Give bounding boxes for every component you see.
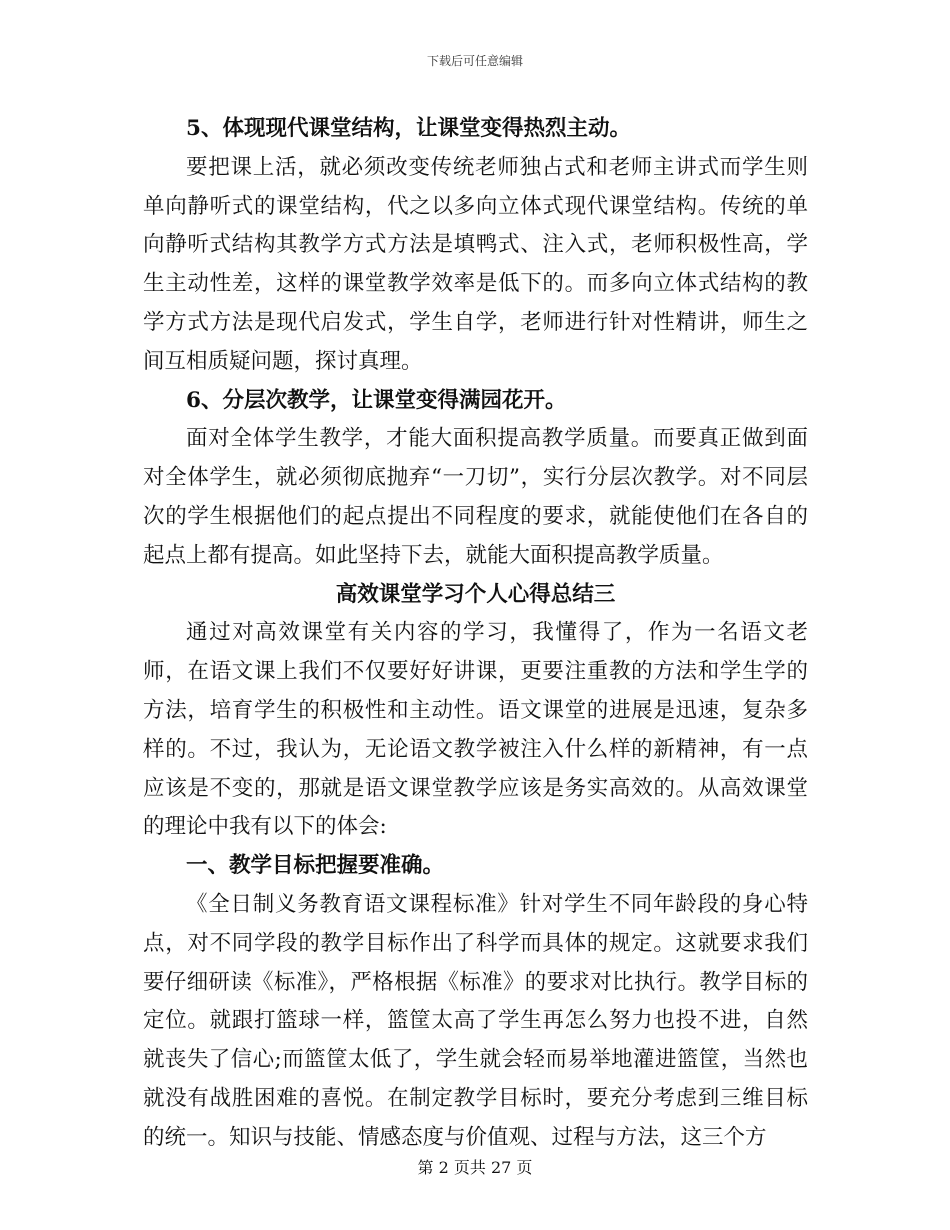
section-heading-6: 6、分层次教学，让课堂变得满园花开。 <box>186 387 567 413</box>
paragraph-intro: 通过对高效课堂有关内容的学习，我懂得了，作为一名语文老师，在语文课上我们不仅要好好讲课，更要注重教的方法和学生学的方法，培育学生的积极性和主动性。语文课堂的进展是迅速，复杂多样的。不过，我认为，无论语文教学被注入什么样的新精神，有一点应该是不变的，那就是语文课堂教学应该是务实高效的。从高效课堂的理论中我有以下的体会: <box>143 620 808 840</box>
paragraph-class-structure: 要把课上活，就必须改变传统老师独占式和老师主讲式而学生则单向静听式的课堂结构，代之以多向立体式现代课堂结构。传统的单向静听式结构其教学方式方法是填鸭式、注入式，老师积极性高，学生主动性差，这样的课堂教学效率是低下的。而多向立体式结构的教学方式方法是现代启发式，学生自学，老师进行针对性精讲，师生之间互相质疑问题，探讨真理。 <box>143 154 808 374</box>
page-header: 下载后可任意编辑 <box>426 54 523 68</box>
article-title: 高效课堂学习个人心得总结三 <box>335 581 616 607</box>
section-heading-5: 5、体现现代课堂结构，让课堂变得热烈主动。 <box>186 116 631 141</box>
section-heading-1: 一、教学目标把握要准确。 <box>186 853 445 879</box>
page-footer: 第 2 页共 27 页 <box>417 1158 533 1177</box>
paragraph-teaching-goals: 《全日制义务教育语文课程标准》针对学生不同年龄段的身心特点，对不同学段的教学目标作出了科学而具体的规定。这就要求我们要仔细研读《标准》，严格根据《标准》的要求对比执行。教学目标的定位。就跟打篮球一样，篮筐太高了学生再怎么努力也投不进，自然就丧失了信心;而篮筐太低了，学生就会轻而易举地灌进篮筐，当然也就没有战胜困难的喜悦。在制定教学目标时，要充分考虑到三维目标的统一。知识与技能、情感态度与价值观、过程与方法，这三个方 <box>143 891 808 1150</box>
paragraph-layered-teaching: 面对全体学生教学，才能大面积提高教学质量。而要真正做到面对全体学生，就必须彻底抛弃“一刀切”，实行分层次教学。对不同层次的学生根据他们的起点提出不同程度的要求，就能使他们在各自的起点上都有提高。如此坚持下去，就能大面积提高教学质量。 <box>143 426 808 568</box>
document-body <box>143 110 808 1158</box>
